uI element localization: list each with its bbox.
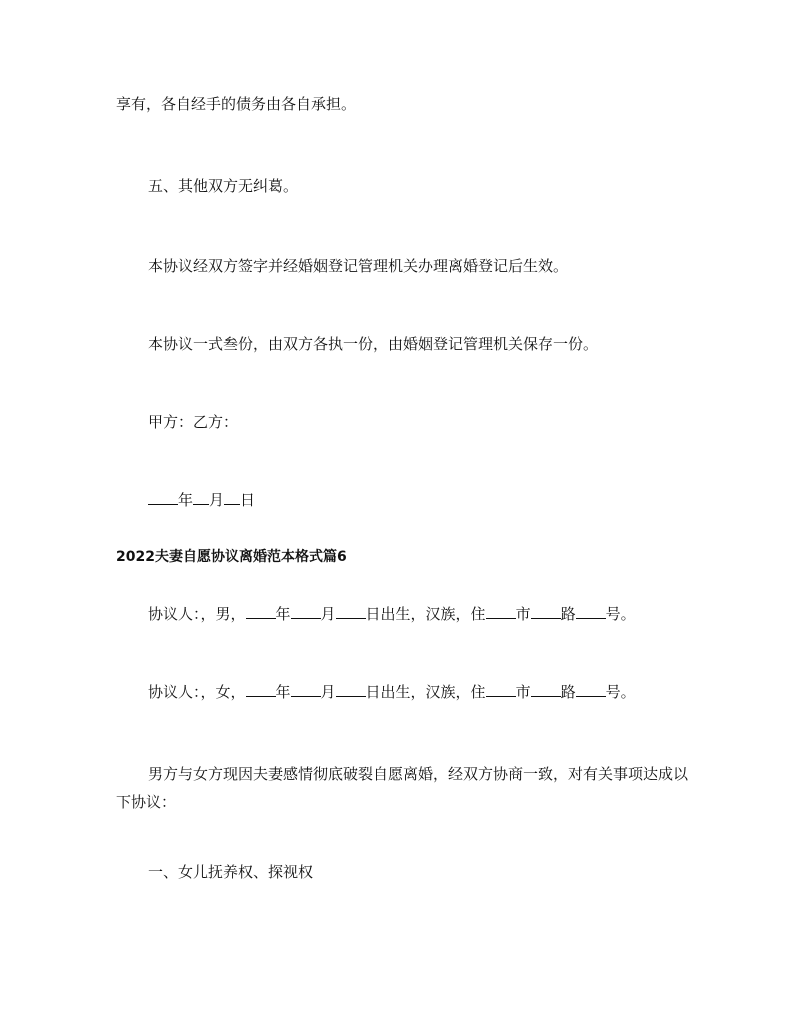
- road-blank: [531, 604, 561, 619]
- birth-year-blank: [246, 682, 276, 697]
- road-label: 路: [560, 605, 576, 623]
- number-blank: [576, 604, 606, 619]
- road-blank: [531, 682, 561, 697]
- road-label: 路: [560, 683, 576, 701]
- year-label: 年: [178, 491, 194, 509]
- birth-day-blank: [336, 604, 366, 619]
- day-blank: [224, 490, 240, 505]
- city-label: 市: [515, 605, 531, 623]
- party-female-prefix: 协议人：，女，: [148, 683, 246, 701]
- paragraph-copies: 本协议一式叁份，由双方各执一份，由婚姻登记管理机关保存一份。: [148, 335, 599, 353]
- item-custody: 一、女儿抚养权、探视权: [148, 863, 314, 881]
- birth-month-label: 月: [320, 683, 336, 701]
- city-label: 市: [515, 683, 531, 701]
- birth-day-label: 日出生，汉族，住: [365, 683, 486, 701]
- city-blank: [486, 604, 516, 619]
- paragraph-debts: 享有，各自经手的债务由各自承担。: [116, 95, 357, 113]
- birth-year-label: 年: [275, 605, 291, 623]
- party-male-prefix: 协议人：，男，: [148, 605, 246, 623]
- birth-month-blank: [291, 682, 321, 697]
- birth-day-label: 日出生，汉族，住: [365, 605, 486, 623]
- paragraph-effective: 本协议经双方签字并经婚姻登记管理机关办理离婚登记后生效。: [148, 257, 569, 275]
- year-blank: [148, 490, 178, 505]
- paragraph-item-5: 五、其他双方无纠葛。: [148, 177, 299, 195]
- number-blank: [576, 682, 606, 697]
- birth-year-label: 年: [275, 683, 291, 701]
- month-label: 月: [209, 491, 225, 509]
- paragraph-agreement: 男方与女方现因夫妻感情彻底破裂自愿离婚，经双方协商一致，对有关事项达成以下协议：: [116, 765, 689, 811]
- birth-day-blank: [336, 682, 366, 697]
- number-label: 号。: [605, 605, 636, 623]
- number-label: 号。: [605, 683, 636, 701]
- date-line: [148, 490, 255, 510]
- party-male-line: [148, 604, 636, 624]
- section-heading: 2022夫妻自愿协议离婚范本格式篇6: [116, 549, 347, 565]
- paragraph-signatures: 甲方：乙方：: [148, 413, 239, 431]
- birth-month-label: 月: [320, 605, 336, 623]
- month-blank: [193, 490, 209, 505]
- birth-year-blank: [246, 604, 276, 619]
- day-label: 日: [240, 491, 256, 509]
- city-blank: [486, 682, 516, 697]
- birth-month-blank: [291, 604, 321, 619]
- party-female-line: [148, 682, 636, 702]
